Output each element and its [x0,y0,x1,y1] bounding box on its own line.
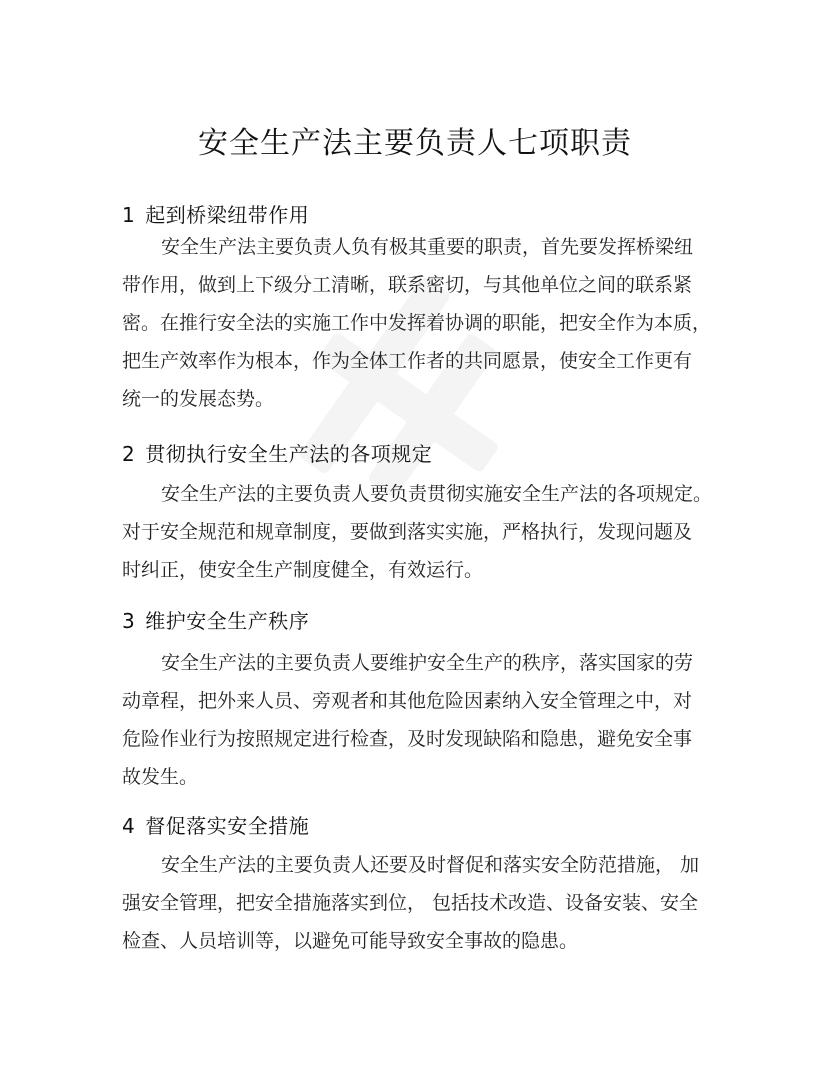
paragraph-line: 对于安全规范和规章制度，要做到落实实施，严格执行，发现问题及 [122,521,693,543]
paragraph-line: 安全生产法的主要负责人还要及时督促和落实安全防范措施， 加 [161,854,700,876]
section-paragraph-1 [122,228,712,418]
section-number: 1 [122,203,136,227]
section-paragraph-4 [122,846,712,960]
paragraph-line: 安全生产法主要负责人负有极其重要的职责，首先要发挥桥梁纽 [161,236,694,258]
paragraph-line: 带作用，做到上下级分工清晰，联系密切，与其他单位之间的联系紧 [122,274,693,296]
section-title: 起到桥梁纽带作用 [145,203,310,227]
document-title: 安全生产法主要负责人七项职责 [198,126,632,161]
section-paragraph-3 [122,644,712,796]
section-heading-4 [122,810,309,839]
section-heading-1 [122,199,309,228]
paragraph-line: 动章程，把外来人员、旁观者和其他危险因素纳入安全管理之中，对 [122,690,693,712]
paragraph-line: 时纠正，使安全生产制度健全，有效运行。 [122,559,484,581]
section-number: 2 [122,442,136,466]
section-title: 维护安全生产秩序 [145,609,310,633]
paragraph-line: 安全生产法的主要负责人要负责贯彻实施安全生产法的各项规定。 [161,483,713,505]
section-number: 3 [122,609,136,633]
paragraph-line: 检查、人员培训等，以避免可能导致安全事故的隐患。 [122,930,579,952]
section-heading-3 [122,605,309,634]
paragraph-line: 统一的发展态势。 [122,388,275,410]
paragraph-line: 故发生。 [122,766,199,788]
paragraph-line: 安全生产法的主要负责人要维护安全生产的秩序，落实国家的劳 [161,652,694,674]
section-number: 4 [122,814,136,838]
paragraph-line: 密。在推行安全法的实施工作中发挥着协调的职能，把安全作为本质， [122,312,712,334]
section-heading-2 [122,438,432,467]
section-title: 督促落实安全措施 [145,814,310,838]
section-title: 贯彻执行安全生产法的各项规定 [145,442,433,466]
paragraph-line: 把生产效率作为根本，作为全体工作者的共同愿景，使安全工作更有 [122,350,693,372]
section-paragraph-2 [122,475,712,589]
paragraph-line: 危险作业行为按照规定进行检查，及时发现缺陷和隐患，避免安全事 [122,728,693,750]
paragraph-line: 强安全管理，把安全措施落实到位， 包括技术改造、设备安装、安全 [122,892,699,914]
